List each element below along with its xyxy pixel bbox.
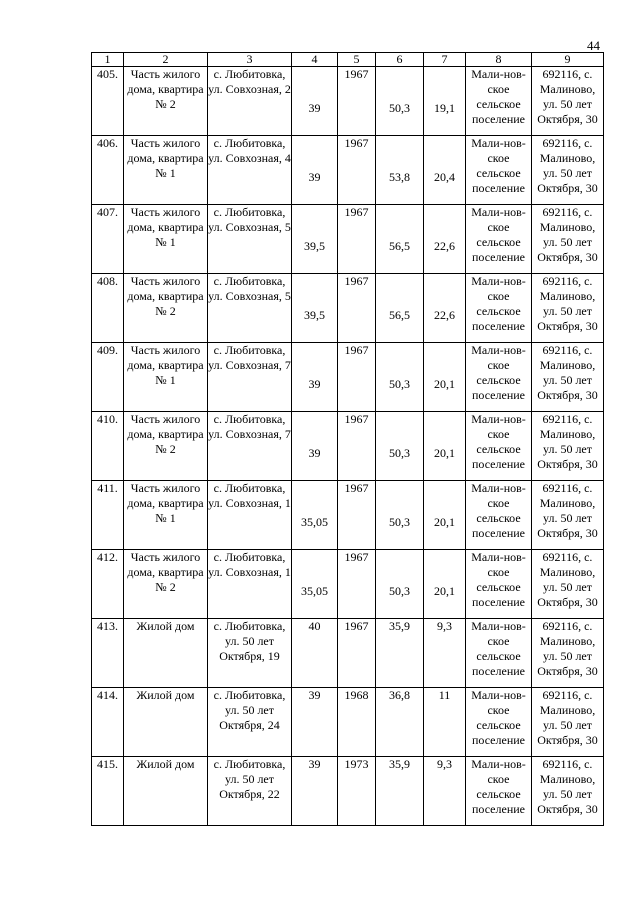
column-4-cell	[292, 481, 338, 550]
object-address-cell	[208, 136, 292, 205]
column-7-cell	[424, 412, 466, 481]
table-row	[92, 343, 604, 412]
year-cell-text: 1968	[344, 688, 369, 702]
owner-cell	[466, 274, 532, 343]
owner-address-cell	[532, 550, 604, 619]
owner-cell	[466, 757, 532, 826]
column-6-cell	[376, 136, 424, 205]
owner-address-cell	[532, 757, 604, 826]
object-address-cell-text: с. Любитовка, ул. Совхозная, 7	[208, 343, 291, 372]
object-address-cell-text: с. Любитовка, ул. 50 лет Октября, 22	[213, 757, 286, 801]
column-4-cell	[292, 412, 338, 481]
owner-cell	[466, 67, 532, 136]
owner-cell	[466, 619, 532, 688]
row-number-cell	[92, 136, 124, 205]
column-4-cell-text: 35,05	[301, 515, 328, 529]
object-address-cell-text: с. Любитовка, ул. Совхозная, 5	[208, 274, 291, 303]
owner-address-cell-text: 692116, с. Малиново, ул. 50 лет Октября, 30	[537, 274, 598, 333]
row-number-cell	[92, 550, 124, 619]
column-4-cell	[292, 205, 338, 274]
year-cell-text: 1967	[344, 205, 369, 219]
column-header: 1	[92, 53, 124, 67]
owner-address-cell-text: 692116, с. Малиново, ул. 50 лет Октября, 30	[537, 619, 598, 678]
object-address-cell-text: с. Любитовка, ул. Совхозная, 4	[208, 136, 291, 165]
table-row	[92, 550, 604, 619]
object-name-cell	[124, 550, 208, 619]
object-address-cell-text: с. Любитовка, ул. Совхозная, 1	[208, 481, 291, 510]
object-name-cell-text: Часть жилого дома, квартира № 2	[127, 274, 204, 318]
object-name-cell-text: Жилой дом	[136, 757, 195, 771]
owner-address-cell-text: 692116, с. Малиново, ул. 50 лет Октября, 30	[537, 136, 598, 195]
year-cell	[338, 688, 376, 757]
column-4-cell-text: 39	[308, 170, 321, 184]
column-4-cell	[292, 67, 338, 136]
owner-cell	[466, 136, 532, 205]
year-cell-text: 1967	[344, 550, 369, 564]
column-header: 6	[376, 53, 424, 67]
column-6-cell	[376, 481, 424, 550]
table-row	[92, 274, 604, 343]
object-address-cell-text: с. Любитовка, ул. 50 лет Октября, 19	[213, 619, 286, 663]
object-name-cell-text: Часть жилого дома, квартира № 1	[127, 205, 204, 249]
year-cell	[338, 757, 376, 826]
column-4-cell-text: 39	[308, 377, 321, 391]
column-7-cell-text: 20,1	[434, 377, 455, 391]
column-6-cell	[376, 205, 424, 274]
column-6-cell-text: 50,3	[389, 584, 410, 598]
object-name-cell	[124, 757, 208, 826]
year-cell-text: 1967	[344, 412, 369, 426]
year-cell	[338, 274, 376, 343]
row-number-cell-text: 414.	[97, 688, 118, 702]
owner-cell-text: Мали-нов-ское сельское поселение	[471, 343, 526, 402]
year-cell	[338, 412, 376, 481]
column-header: 5	[338, 53, 376, 67]
owner-address-cell-text: 692116, с. Малиново, ул. 50 лет Октября, 30	[537, 481, 598, 540]
property-registry-table	[91, 52, 604, 826]
object-name-cell-text: Жилой дом	[136, 619, 195, 633]
table-row	[92, 412, 604, 481]
object-name-cell-text: Часть жилого дома, квартира № 1	[127, 343, 204, 387]
column-6-cell	[376, 343, 424, 412]
column-4-cell-text: 39	[308, 101, 321, 115]
column-header: 8	[466, 53, 532, 67]
object-address-cell	[208, 343, 292, 412]
owner-cell-text: Мали-нов-ское сельское поселение	[471, 550, 526, 609]
column-7-cell	[424, 619, 466, 688]
object-address-cell	[208, 757, 292, 826]
owner-address-cell-text: 692116, с. Малиново, ул. 50 лет Октября, 30	[537, 205, 598, 264]
table-row	[92, 136, 604, 205]
column-4-cell-text: 39	[308, 446, 321, 460]
object-name-cell	[124, 274, 208, 343]
column-7-cell	[424, 688, 466, 757]
row-number-cell	[92, 205, 124, 274]
object-name-cell	[124, 619, 208, 688]
object-name-cell-text: Часть жилого дома, квартира № 2	[127, 67, 204, 111]
object-name-cell	[124, 481, 208, 550]
column-6-cell-text: 35,9	[389, 619, 410, 633]
column-header: 2	[124, 53, 208, 67]
column-header: 7	[424, 53, 466, 67]
row-number-cell	[92, 343, 124, 412]
column-4-cell	[292, 343, 338, 412]
object-address-cell	[208, 274, 292, 343]
column-6-cell-text: 35,9	[389, 757, 410, 771]
row-number-cell-text: 415.	[97, 757, 118, 771]
column-6-cell-text: 50,3	[389, 515, 410, 529]
year-cell	[338, 481, 376, 550]
table-row	[92, 619, 604, 688]
column-7-cell-text: 20,1	[434, 584, 455, 598]
row-number-cell	[92, 757, 124, 826]
column-6-cell	[376, 688, 424, 757]
owner-address-cell	[532, 274, 604, 343]
owner-address-cell-text: 692116, с. Малиново, ул. 50 лет Октября, 30	[537, 67, 598, 126]
column-4-cell	[292, 274, 338, 343]
row-number-cell-text: 411.	[97, 481, 118, 495]
column-6-cell-text: 56,5	[389, 308, 410, 322]
row-number-cell	[92, 688, 124, 757]
column-7-cell	[424, 481, 466, 550]
column-7-cell	[424, 757, 466, 826]
owner-address-cell	[532, 412, 604, 481]
column-7-cell-text: 20,1	[434, 515, 455, 529]
year-cell	[338, 550, 376, 619]
owner-cell	[466, 550, 532, 619]
row-number-cell	[92, 67, 124, 136]
object-name-cell	[124, 67, 208, 136]
column-4-cell	[292, 688, 338, 757]
owner-address-cell	[532, 67, 604, 136]
page-number: 44	[587, 38, 600, 53]
owner-cell	[466, 343, 532, 412]
column-4-cell	[292, 619, 338, 688]
column-7-cell	[424, 136, 466, 205]
owner-cell-text: Мали-нов-ское сельское поселение	[471, 619, 526, 678]
column-6-cell-text: 53,8	[389, 170, 410, 184]
table-body	[92, 67, 604, 826]
object-address-cell-text: с. Любитовка, ул. Совхозная, 2	[208, 67, 291, 96]
owner-address-cell	[532, 136, 604, 205]
row-number-cell-text: 412.	[97, 550, 118, 564]
object-name-cell	[124, 343, 208, 412]
row-number-cell-text: 407.	[97, 205, 118, 219]
object-name-cell	[124, 688, 208, 757]
object-address-cell-text: с. Любитовка, ул. Совхозная, 5	[208, 205, 291, 234]
object-name-cell	[124, 205, 208, 274]
column-7-cell-text: 22,6	[434, 308, 455, 322]
owner-cell	[466, 412, 532, 481]
table-row	[92, 757, 604, 826]
owner-address-cell	[532, 481, 604, 550]
column-6-cell	[376, 619, 424, 688]
column-4-cell-text: 40	[308, 619, 321, 633]
object-name-cell-text: Часть жилого дома, квартира № 2	[127, 550, 204, 594]
column-7-cell-text: 9,3	[437, 757, 452, 771]
row-number-cell-text: 413.	[97, 619, 118, 633]
object-name-cell-text: Часть жилого дома, квартира № 1	[127, 136, 204, 180]
row-number-cell	[92, 619, 124, 688]
column-7-cell	[424, 205, 466, 274]
column-6-cell	[376, 550, 424, 619]
column-6-cell	[376, 412, 424, 481]
year-cell-text: 1967	[344, 67, 369, 81]
owner-address-cell	[532, 688, 604, 757]
column-7-cell	[424, 343, 466, 412]
year-cell	[338, 619, 376, 688]
owner-cell-text: Мали-нов-ское сельское поселение	[471, 205, 526, 264]
row-number-cell	[92, 274, 124, 343]
object-name-cell	[124, 412, 208, 481]
object-address-cell	[208, 688, 292, 757]
table-row	[92, 688, 604, 757]
owner-cell-text: Мали-нов-ское сельское поселение	[471, 274, 526, 333]
owner-cell	[466, 688, 532, 757]
object-address-cell	[208, 412, 292, 481]
object-address-cell-text: с. Любитовка, ул. 50 лет Октября, 24	[213, 688, 286, 732]
column-6-cell	[376, 67, 424, 136]
column-4-cell-text: 39,5	[304, 308, 325, 322]
owner-cell	[466, 205, 532, 274]
table-row	[92, 205, 604, 274]
year-cell-text: 1973	[344, 757, 369, 771]
column-7-cell	[424, 274, 466, 343]
object-address-cell-text: с. Любитовка, ул. Совхозная, 7	[208, 412, 291, 441]
owner-cell-text: Мали-нов-ское сельское поселение	[471, 67, 526, 126]
owner-address-cell	[532, 343, 604, 412]
owner-cell-text: Мали-нов-ское сельское поселение	[471, 481, 526, 540]
year-cell	[338, 205, 376, 274]
owner-address-cell-text: 692116, с. Малиново, ул. 50 лет Октября, 30	[537, 688, 598, 747]
row-number-cell-text: 405.	[97, 67, 118, 81]
owner-cell-text: Мали-нов-ское сельское поселение	[471, 412, 526, 471]
owner-address-cell-text: 692116, с. Малиново, ул. 50 лет Октября, 30	[537, 550, 598, 609]
year-cell	[338, 136, 376, 205]
column-6-cell-text: 50,3	[389, 446, 410, 460]
year-cell-text: 1967	[344, 274, 369, 288]
year-cell	[338, 67, 376, 136]
column-header: 3	[208, 53, 292, 67]
object-address-cell	[208, 481, 292, 550]
column-6-cell	[376, 757, 424, 826]
row-number-cell	[92, 412, 124, 481]
row-number-cell-text: 406.	[97, 136, 118, 150]
column-4-cell	[292, 136, 338, 205]
object-address-cell	[208, 619, 292, 688]
year-cell-text: 1967	[344, 481, 369, 495]
column-7-cell	[424, 67, 466, 136]
owner-cell-text: Мали-нов-ское сельское поселение	[471, 757, 526, 816]
owner-address-cell-text: 692116, с. Малиново, ул. 50 лет Октября, 30	[537, 757, 598, 816]
owner-cell-text: Мали-нов-ское сельское поселение	[471, 688, 526, 747]
column-6-cell	[376, 274, 424, 343]
column-4-cell-text: 39	[308, 757, 321, 771]
object-name-cell	[124, 136, 208, 205]
row-number-cell	[92, 481, 124, 550]
owner-address-cell-text: 692116, с. Малиново, ул. 50 лет Октября, 30	[537, 343, 598, 402]
object-address-cell	[208, 205, 292, 274]
object-address-cell	[208, 67, 292, 136]
column-header: 9	[532, 53, 604, 67]
owner-cell-text: Мали-нов-ское сельское посeлeние	[471, 136, 526, 195]
row-number-cell-text: 408.	[97, 274, 118, 288]
column-7-cell	[424, 550, 466, 619]
column-6-cell-text: 36,8	[389, 688, 410, 702]
column-4-cell-text: 35,05	[301, 584, 328, 598]
object-name-cell-text: Часть жилого дома, квартира № 2	[127, 412, 204, 456]
column-6-cell-text: 50,3	[389, 101, 410, 115]
object-name-cell-text: Жилой дом	[136, 688, 195, 702]
column-header: 4	[292, 53, 338, 67]
column-4-cell	[292, 550, 338, 619]
column-7-cell-text: 20,4	[434, 170, 455, 184]
column-4-cell	[292, 757, 338, 826]
year-cell	[338, 343, 376, 412]
owner-cell	[466, 481, 532, 550]
year-cell-text: 1967	[344, 619, 369, 633]
table-row	[92, 481, 604, 550]
object-name-cell-text: Часть жилого дома, квартира № 1	[127, 481, 204, 525]
object-address-cell	[208, 550, 292, 619]
year-cell-text: 1967	[344, 136, 369, 150]
row-number-cell-text: 409.	[97, 343, 118, 357]
table-row	[92, 67, 604, 136]
object-address-cell-text: с. Любитовка, ул. Совхозная, 1	[208, 550, 291, 579]
year-cell-text: 1967	[344, 343, 369, 357]
column-4-cell-text: 39	[308, 688, 321, 702]
column-6-cell-text: 56,5	[389, 239, 410, 253]
column-7-cell-text: 11	[438, 688, 451, 702]
column-7-cell-text: 20,1	[434, 446, 455, 460]
table-header-row	[92, 53, 604, 67]
column-7-cell-text: 22,6	[434, 239, 455, 253]
column-7-cell-text: 9,3	[437, 619, 452, 633]
column-6-cell-text: 50,3	[389, 377, 410, 391]
owner-address-cell	[532, 619, 604, 688]
owner-address-cell-text: 692116, с. Малиново, ул. 50 лет Октября, 30	[537, 412, 598, 471]
column-4-cell-text: 39,5	[304, 239, 325, 253]
owner-address-cell	[532, 205, 604, 274]
column-7-cell-text: 19,1	[434, 101, 455, 115]
row-number-cell-text: 410.	[97, 412, 118, 426]
